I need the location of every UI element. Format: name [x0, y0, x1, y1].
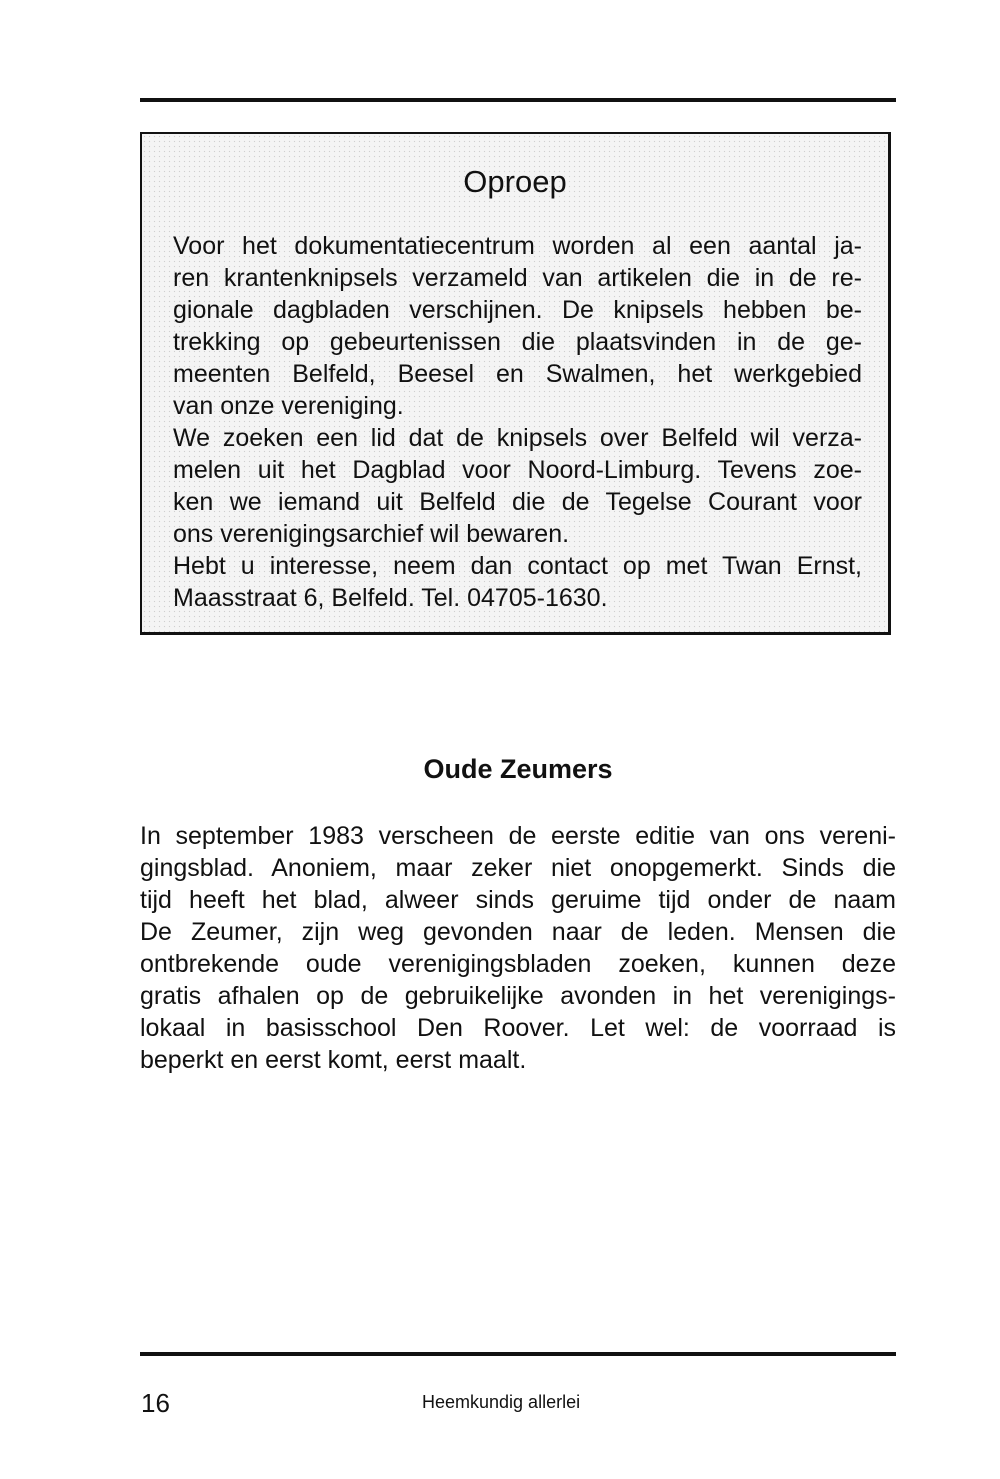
article-title: Oude Zeumers [423, 754, 613, 784]
top-rule [140, 98, 896, 102]
article-line: gingsblad. Anoniem, maar zeker niet onopgemerkt. Sinds die [140, 854, 896, 882]
oproep-line: We zoeken een lid dat de knipsels over Belfeld wil verza- [173, 424, 862, 452]
page-number: 16 [141, 1388, 170, 1418]
oproep-line: ren krantenknipsels verzameld van artikelen die in de re- [173, 264, 862, 292]
article-line: ontbrekende oude verenigingsbladen zoeken, kunnen deze [140, 950, 896, 978]
oproep-line: melen uit het Dagblad voor Noord-Limburg. Tevens zoe- [173, 456, 862, 484]
running-title: Heemkundig allerlei [422, 1392, 581, 1412]
oproep-line: Hebt u interesse, neem dan contact op met Twan Ernst, [173, 552, 862, 580]
oproep-box [140, 132, 891, 635]
oproep-line: van onze vereniging. [173, 392, 404, 420]
article-line: De Zeumer, zijn weg gevonden naar de leden. Mensen die [140, 918, 896, 946]
oproep-line: ons verenigingsarchief wil bewaren. [173, 520, 570, 548]
oproep-line: Maasstraat 6, Belfeld. Tel. 04705-1630. [173, 584, 608, 612]
oproep-line: meenten Belfeld, Beesel en Swalmen, het werkgebied [173, 360, 862, 388]
article-line: lokaal in basisschool Den Roover. Let wel: de voorraad is [140, 1014, 896, 1042]
article-line: gratis afhalen op de gebruikelijke avonden in het verenigings- [140, 982, 896, 1010]
article-line: tijd heeft het blad, alweer sinds geruime tijd onder de naam [140, 886, 896, 914]
oproep-line: Voor het dokumentatiecentrum worden al een aantal ja- [173, 232, 862, 260]
oproep-line: trekking op gebeurtenissen die plaatsvinden in de ge- [173, 328, 862, 356]
oproep-line: gionale dagbladen verschijnen. De knipsels hebben be- [173, 296, 862, 324]
article-line: In september 1983 verscheen de eerste editie van ons vereni- [140, 822, 896, 850]
article-line: beperkt en eerst komt, eerst maalt. [140, 1046, 527, 1074]
bottom-rule [140, 1352, 896, 1356]
oproep-title: Oproep [463, 164, 567, 199]
oproep-line: ken we iemand uit Belfeld die de Tegelse Courant voor [173, 488, 862, 516]
